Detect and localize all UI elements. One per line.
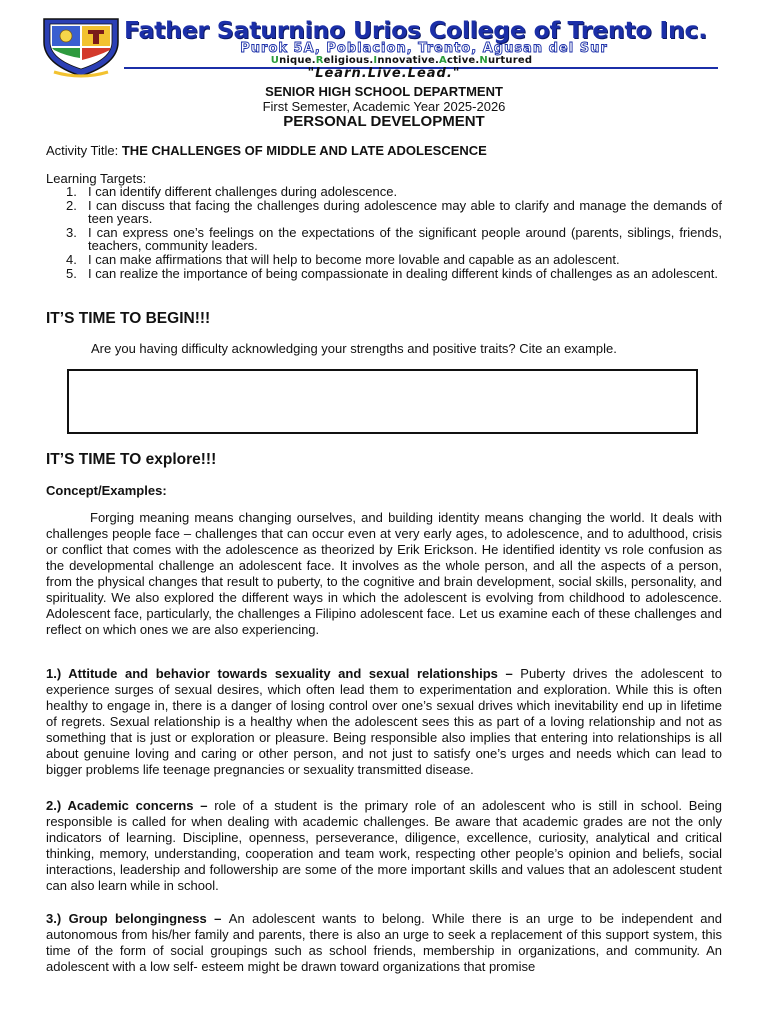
school-name: Father Saturnino Urios College of Trento Inc. — [124, 16, 707, 44]
motto-word: ctive. — [446, 55, 480, 66]
department-title: SENIOR HIGH SCHOOL DEPARTMENT — [265, 84, 503, 99]
section-body: An adolescent wants to belong. While there is an urge to be independent and autonomous from his/her family and parents, there is also an urge to seek a replacement of this support system, this time of the form of social groupings such as school friends, membership in organizations, and community. An adolescent with a low self- esteem might be drawn toward organizations that promise — [46, 911, 722, 974]
section-title: 3.) Group belongingness – — [46, 911, 229, 926]
activity-title-text: THE CHALLENGES OF MIDDLE AND LATE ADOLESCENCE — [121, 143, 487, 158]
motto-letter: U — [270, 55, 280, 66]
school-motto — [216, 55, 587, 66]
semester-line: First Semester, Academic Year 2025-2026 — [262, 99, 506, 114]
motto-letter: R — [315, 55, 324, 66]
learning-targets-list — [66, 185, 722, 280]
motto-letter: A — [439, 55, 447, 66]
list-item — [66, 185, 722, 199]
intro-paragraph: Forging meaning means changing ourselves, and building identity means changing the world. It deals with challenges people face – challenges that can occur even at very early ages, to adolescence, and to adulthood, crisis or conflict that comes with the adolescence as theorized by Erik Erickson. He identified identity vs role confusion as the developmental challenge an adolescent face. It involves as the whole person, and all the aspects of a person, from the physical changes that result to puberty, to the cognitive and brain development, social skills, personality, and spirituality. We also explored the different ways in which the adolescent is evolving from childhood to adolescence. Adolescent face, particularly, the challenges a Filipino adolescent face. Let us examine each of these challenges and reflect on which ones we are also experiencing. — [46, 510, 722, 637]
motto-word: nnovative. — [377, 55, 439, 66]
list-item — [66, 226, 722, 253]
activity-title — [46, 143, 487, 158]
motto-word: eligious. — [323, 55, 374, 66]
list-item — [66, 267, 722, 281]
section-paragraph — [46, 798, 722, 894]
list-item-text: I can express one’s feelings on the expectations of the significant people around (parents, siblings, friends, teachers, community leaders. — [88, 224, 722, 254]
list-number: 1. — [66, 184, 77, 199]
list-item-text: I can make affirmations that will help to become more lovable and capable as an adolescent. — [88, 251, 620, 267]
answer-box[interactable] — [67, 369, 698, 434]
list-item — [66, 253, 722, 267]
section-paragraph — [46, 911, 722, 975]
explore-heading: IT’S TIME TO explore!!! — [46, 451, 217, 468]
list-number: 5. — [66, 265, 77, 281]
motto-word: nique. — [279, 55, 316, 66]
list-item-text: I can realize the importance of being compassionate in dealing different kinds of challenges as an adolescent. — [88, 265, 718, 281]
learning-targets-label: Learning Targets: — [46, 171, 147, 186]
activity-label: Activity Title: — [46, 143, 122, 158]
concept-label: Concept/Examples: — [46, 483, 167, 498]
section-title: 1.) Attitude and behavior towards sexuality and sexual relationships – — [46, 666, 521, 681]
list-item — [66, 199, 722, 226]
begin-prompt: Are you having difficulty acknowledging your strengths and positive traits? Cite an example. — [91, 341, 617, 356]
list-number: 4. — [66, 251, 77, 267]
list-number: 3. — [66, 224, 77, 240]
subject-title: PERSONAL DEVELOPMENT — [283, 113, 485, 130]
motto-letter: I — [373, 55, 378, 66]
section-paragraph — [46, 666, 722, 778]
section-title: 2.) Academic concerns – — [46, 798, 215, 813]
list-number: 2. — [66, 197, 77, 213]
school-tagline: "Learn.Live.Lead." — [307, 66, 461, 81]
motto-word: urtured — [487, 55, 533, 66]
begin-heading: IT’S TIME TO BEGIN!!! — [46, 310, 211, 327]
list-item-text: I can discuss that facing the challenges during adolescence may able to clarify and manage the demands of teen years. — [88, 197, 722, 227]
section-body: Puberty drives the adolescent to experience surges of sexual desires, which often lead them to experimentation and exploration. While this is often healthy to engage in, there is a danger of losing control over one’s sexual drives which inevitability end up in lifetime of regrets. Sexual relationship is a healthy when the adolescent sees this as part of a loving relationship and not as something that is just or exploration or pleasure. Being responsible also implies that entering into relationships is all about genuine loving and caring or other person, and not just to satisfy one’s urges and needs which can lead to bigger problems life teenage pregnancies or sexuality transmitted disease. — [46, 666, 722, 777]
school-address: Purok 5A, Poblacion, Trento, Agusan del Sur — [240, 41, 608, 56]
section-body: role of a student is the primary role of an adolescent who is still in school. Being responsible is called for when dealing with academic challenges. Be aware that academic grades are not the only indicators of learning. Discipline, openness, perseverance, diligence, excellence, curiosity, analytical and critical thinking, memory, understanding, cooperation and team work, respecting other people’s opinion and beliefs, social interactions, leadership and followership are some of the more important skills and values that an adolescent student can also learn while in school. — [46, 798, 722, 893]
motto-letter: N — [479, 55, 488, 66]
list-item-text: I can identify different challenges during adolescence. — [88, 184, 398, 199]
